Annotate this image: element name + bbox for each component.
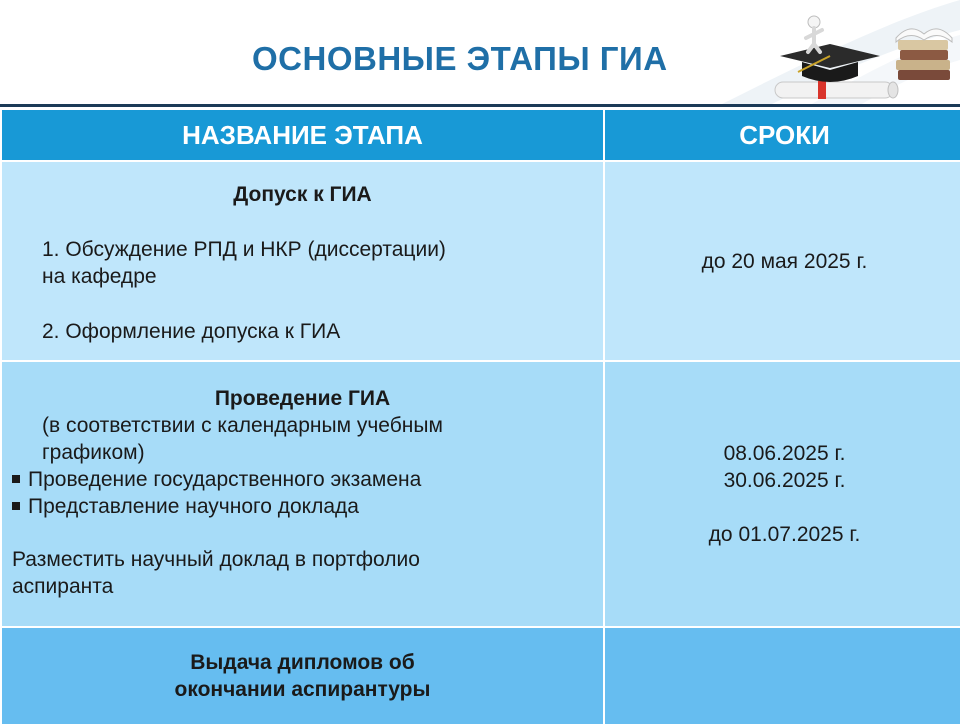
deadline-text: 30.06.2025 г. — [723, 469, 846, 492]
stage-cell-conduct — [1, 361, 604, 627]
bullet-square-icon — [12, 475, 20, 483]
page-title: ОСНОВНЫЕ ЭТАПЫ ГИА — [252, 40, 668, 77]
bullet-text: Проведение государственного экзамена — [28, 467, 422, 491]
header-divider — [0, 104, 960, 107]
stage-cell-diplomas — [1, 627, 604, 725]
stage-item: 2. Оформление допуска к ГИА — [42, 320, 341, 343]
graduation-cap-books-diploma-icon — [770, 8, 955, 108]
stage-heading-conduct: Проведение ГИА — [214, 386, 391, 410]
deadline-cell-admission — [604, 161, 960, 361]
deadline-cell-diplomas — [604, 627, 960, 725]
table-row-admission — [1, 161, 960, 361]
stage-item: 1. Обсуждение РПД и НКР (диссертации) — [42, 238, 446, 261]
table-header-row — [1, 109, 960, 161]
column-header-deadlines: СРОКИ — [604, 109, 960, 161]
deadline-text: до 01.07.2025 г. — [708, 523, 861, 546]
stage-heading-diplomas: Выдача дипломов об — [190, 651, 415, 674]
table-row-diplomas — [1, 627, 960, 725]
stage-note: Разместить научный доклад в портфолио — [12, 547, 420, 571]
table-row-conduct — [1, 361, 960, 627]
stage-subheading: (в соответствии с календарным учебным — [42, 413, 443, 437]
deadline-text: 08.06.2025 г. — [723, 442, 846, 465]
deadline-cell-conduct — [604, 361, 960, 627]
column-header-stage-name: НАЗВАНИЕ ЭТАПА — [1, 109, 604, 161]
stage-heading-admission: Допуск к ГИА — [233, 183, 372, 206]
deadline-text: до 20 мая 2025 г. — [701, 249, 868, 273]
stage-subheading-continuation: графиком) — [42, 440, 145, 464]
stage-cell-admission — [1, 161, 604, 361]
stage-note-continuation: аспиранта — [12, 574, 114, 598]
stage-item-continuation: на кафедре — [42, 265, 157, 288]
bullet-text: Представление научного доклада — [28, 494, 359, 518]
stage-heading-diplomas-continuation: окончании аспирантуры — [174, 678, 431, 701]
bullet-square-icon — [12, 502, 20, 510]
stages-table — [0, 108, 960, 726]
bullet-item — [12, 493, 593, 520]
bullet-item — [12, 466, 593, 493]
